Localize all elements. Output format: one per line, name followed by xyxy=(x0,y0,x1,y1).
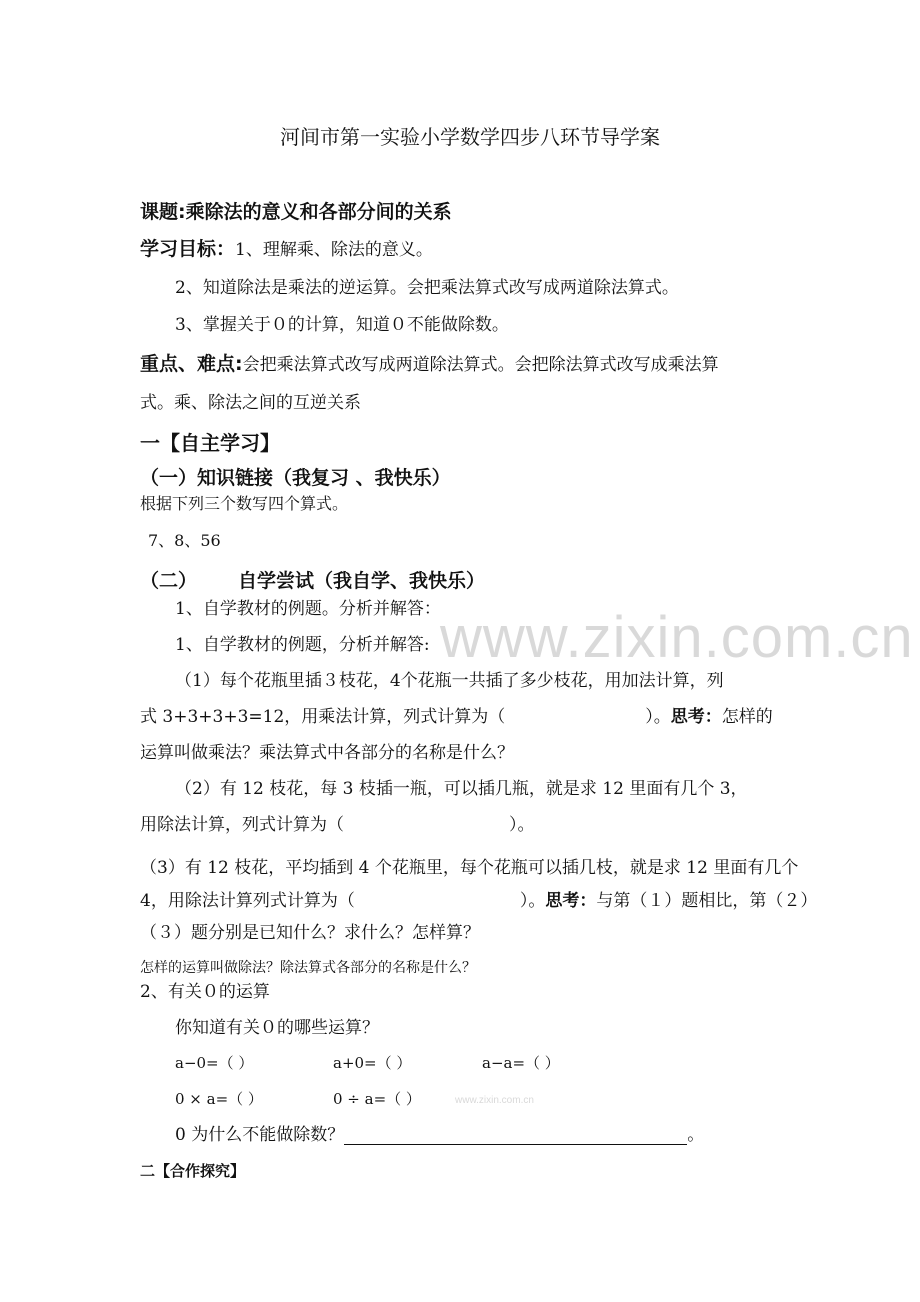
goal-2: 2、知道除法是乘法的逆运算。会把乘法算式改写成两道除法算式。 xyxy=(175,278,679,298)
watermark: www.zixin.com.cn xyxy=(440,605,914,670)
goals-line-1 xyxy=(140,238,433,260)
question-1-line-3: 运算叫做乘法？乘法算式中各部分的名称是什么？ xyxy=(140,743,514,763)
question-1-text: 式 3+3+3+3=12，用乘法计算，列式计算为（ xyxy=(140,707,506,727)
op-a-minus-0: a−0=（ ） xyxy=(175,1054,254,1072)
topic-line xyxy=(140,201,452,223)
zero-section-title: 2、有关０的运算 xyxy=(140,982,270,1002)
keypoints-label: 重点、难点: xyxy=(140,353,243,375)
subsection-knowledge-link: （一）知识链接（我复习 、我快乐） xyxy=(140,467,451,489)
keypoints-line-2: 式。乘、除法之间的互逆关系 xyxy=(140,393,361,413)
op-0-times-a: 0 × a=（ ） xyxy=(175,1090,263,1108)
why-zero-end: 。 xyxy=(687,1125,705,1145)
question-2-line-1: （2）有 12 枝花，每 3 枝插一瓶，可以插几瓶，就是求 12 里面有几个 3， xyxy=(175,779,748,799)
question-3-think: 与第（１）题相比，第（２） xyxy=(596,891,818,911)
page-title: 河间市第一实验小学数学四步八环节导学案 xyxy=(280,125,660,149)
topic-label: 课题: xyxy=(140,201,186,223)
question-2-line-2 xyxy=(140,815,535,835)
section-self-study: 一【自主学习】 xyxy=(140,431,280,455)
keypoints-text: 会把乘法算式改写成两道除法算式。会把除法算式改写成乘法算 xyxy=(242,355,719,375)
question-3-close: ）。 xyxy=(519,891,546,911)
question-3-line-3: （３）题分别是已知什么？求什么？怎样算？ xyxy=(140,923,480,943)
op-a-minus-a: a−a=（ ） xyxy=(482,1054,560,1072)
question-1-close: ）。 xyxy=(645,707,671,727)
keypoints-line-1 xyxy=(140,353,719,375)
section-cooperative: 二【合作探究】 xyxy=(140,1162,246,1180)
given-numbers: 7、8、56 xyxy=(148,531,221,550)
question-3-text: 4，用除法计算列式计算为（ xyxy=(140,891,355,911)
why-zero-text: 0 为什么不能做除数？ xyxy=(175,1125,345,1145)
subsection-self-try: 自学尝试（我自学、我快乐） xyxy=(238,570,486,592)
goal-3: 3、掌握关于０的计算，知道０不能做除数。 xyxy=(175,315,509,335)
watermark-small: www.zixin.com.cn xyxy=(455,1095,534,1106)
self-study-line-a: 1、自学教材的例题。分析并解答： xyxy=(175,599,441,619)
question-2-text: 用除法计算，列式计算为（ xyxy=(140,815,344,835)
goal-1: 1、理解乘、除法的意义。 xyxy=(235,240,433,260)
think-label-1: 思考： xyxy=(670,707,722,727)
topic: 乘除法的意义和各部分间的关系 xyxy=(185,201,452,223)
think-label-2: 思考： xyxy=(545,891,597,911)
why-zero-line xyxy=(175,1125,704,1145)
op-0-div-a: 0 ÷ a=（ ） xyxy=(333,1090,421,1108)
division-question: 怎样的运算叫做除法？除法算式各部分的名称是什么？ xyxy=(140,960,476,976)
knowledge-task: 根据下列三个数写四个算式。 xyxy=(140,494,349,513)
zero-question: 你知道有关０的哪些运算？ xyxy=(175,1018,379,1038)
subsection-self-try-number: （二） xyxy=(140,570,198,592)
question-3-line-2 xyxy=(140,891,817,911)
op-a-plus-0: a+0=（ ） xyxy=(333,1054,412,1072)
question-1-line-1: （1）每个花瓶里插３枝花，4个花瓶一共插了多少枝花，用加法计算，列 xyxy=(175,671,724,691)
question-1-line-2 xyxy=(140,707,773,727)
question-3-line-1: （3）有 12 枝花，平均插到 4 个花瓶里，每个花瓶可以插几枝，就是求 12 里面有几个 xyxy=(140,858,799,878)
self-study-line-b: 1、自学教材的例题，分析并解答: xyxy=(175,635,430,655)
question-1-think: 怎样的 xyxy=(721,707,773,727)
why-zero-answer-line[interactable] xyxy=(344,1126,687,1145)
question-2-close: ）。 xyxy=(509,815,535,835)
goals-label: 学习目标： xyxy=(140,238,236,260)
